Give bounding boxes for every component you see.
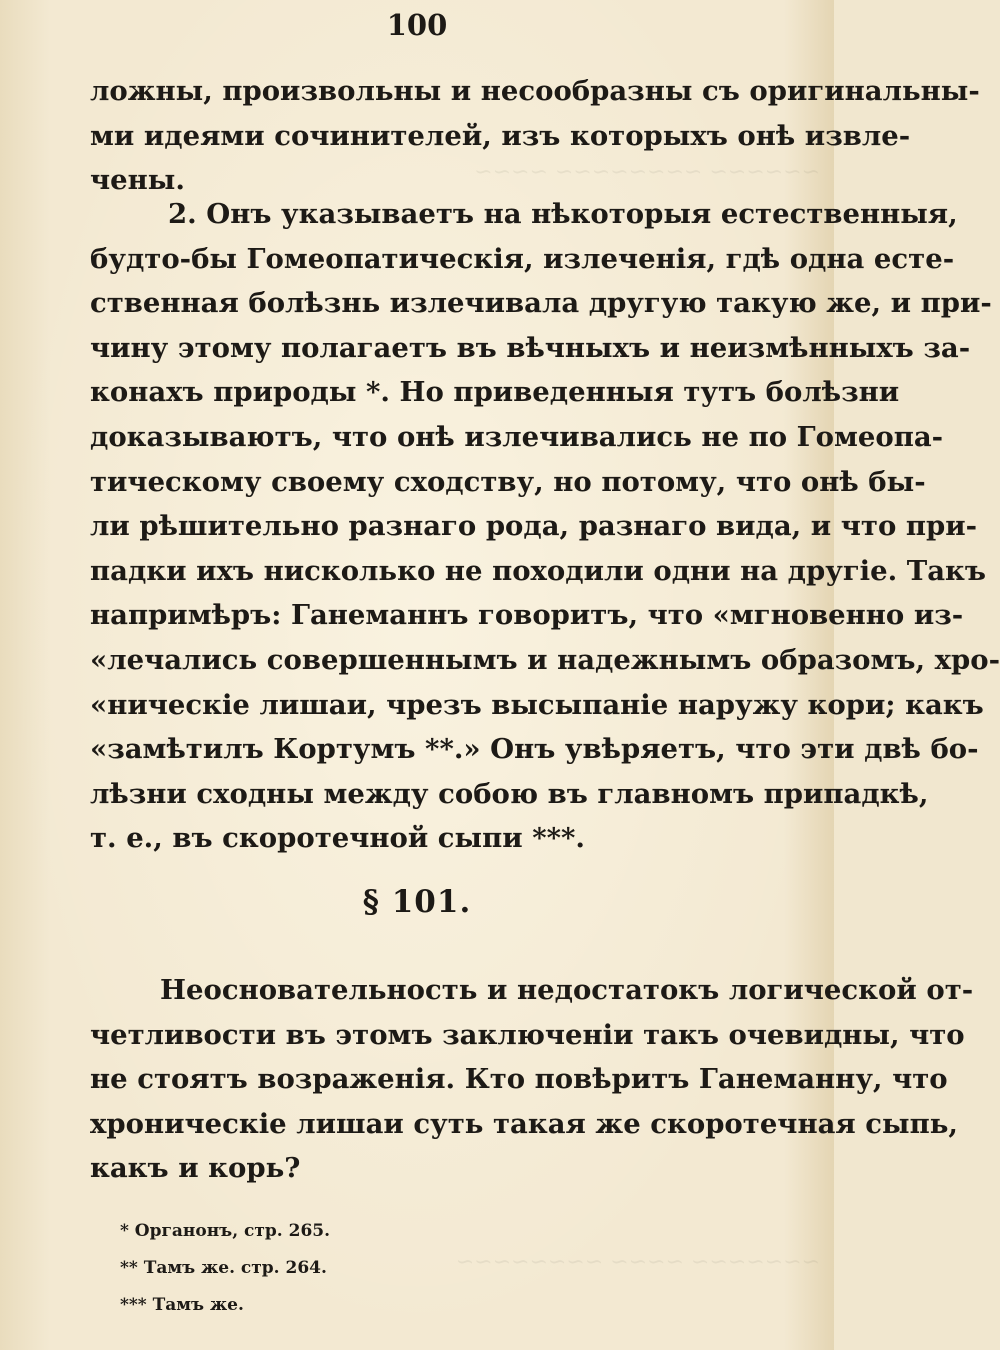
text-line: ми идеями сочинителей, изъ которыхъ онѣ извле-	[90, 119, 911, 152]
text-line: будто-бы Гомеопатическія, излеченія, гдѣ одна есте-	[90, 242, 955, 275]
text-line: падки ихъ нисколько не походили одни на другіе. Такъ	[90, 554, 986, 587]
footnote: *** Тамъ же.	[120, 1295, 244, 1315]
footnote: ** Тамъ же. стр. 264.	[120, 1258, 327, 1278]
footnotes	[120, 1213, 620, 1324]
text-line: чину этому полагаетъ въ вѣчныхъ и неизмѣнныхъ за-	[90, 331, 971, 364]
text-line: ственная болѣзнь излечивала другую такую же, и при-	[90, 287, 992, 320]
section-heading: § 101.	[362, 884, 472, 920]
text-line: Неосновательность и недостатокъ логической от-	[160, 974, 974, 1006]
text-line: конахъ природы *. Но приведенныя тутъ болѣзни	[90, 376, 900, 409]
text-line: чены.	[90, 164, 185, 197]
text-line: ли рѣшительно разнаго рода, разнаго вида, и что при-	[90, 510, 978, 543]
text-line: не стоятъ возраженія. Кто повѣритъ Ганеманну, что	[90, 1063, 948, 1096]
text-line: «ническіе лишаи, чрезъ высыпаніе наружу кори; какъ	[90, 688, 984, 721]
text-line: т. е., въ скоротечной сыпи ***.	[90, 822, 585, 855]
text-line: тическому своему сходству, но потому, что онѣ бы-	[90, 465, 926, 498]
text-line: хроническіе лишаи суть такая же скоротечная сыпь,	[90, 1107, 958, 1140]
bleed-through-text: ~~~~~~ ~~~~~~~~ ~~~~	[474, 160, 820, 185]
text-line: доказываютъ, что онѣ излечивались не по Гомеопа-	[90, 420, 944, 453]
paragraph	[90, 69, 980, 203]
text-line: лѣзни сходны между собою въ главномъ припадкѣ,	[90, 777, 929, 810]
text-line: «лечались совершеннымъ и надежнымъ образомъ, хро-	[90, 643, 1000, 676]
footnote: * Органонъ, стр. 265.	[120, 1221, 331, 1241]
text-line: напримѣръ: Ганеманнъ говоритъ, что «мгновенно из-	[90, 599, 964, 632]
text-line: четливости въ этомъ заключеніи такъ очевидны, что	[90, 1018, 965, 1051]
bleed-through-text: ~~~~~~~ ~~~~ ~~~~~~~~	[455, 1250, 820, 1275]
page-number: 100	[386, 8, 448, 42]
text-line: какъ и корь?	[90, 1152, 301, 1185]
paragraph	[90, 192, 1000, 861]
text-line: 2. Онъ указываетъ на нѣкоторыя естественныя,	[168, 198, 958, 230]
text-line: «замѣтилъ Кортумъ **.» Онъ увѣряетъ, что эти двѣ бо-	[90, 733, 979, 766]
paragraph	[90, 968, 974, 1191]
text-line: ложны, произвольны и несообразны съ оригинальны-	[90, 75, 980, 107]
